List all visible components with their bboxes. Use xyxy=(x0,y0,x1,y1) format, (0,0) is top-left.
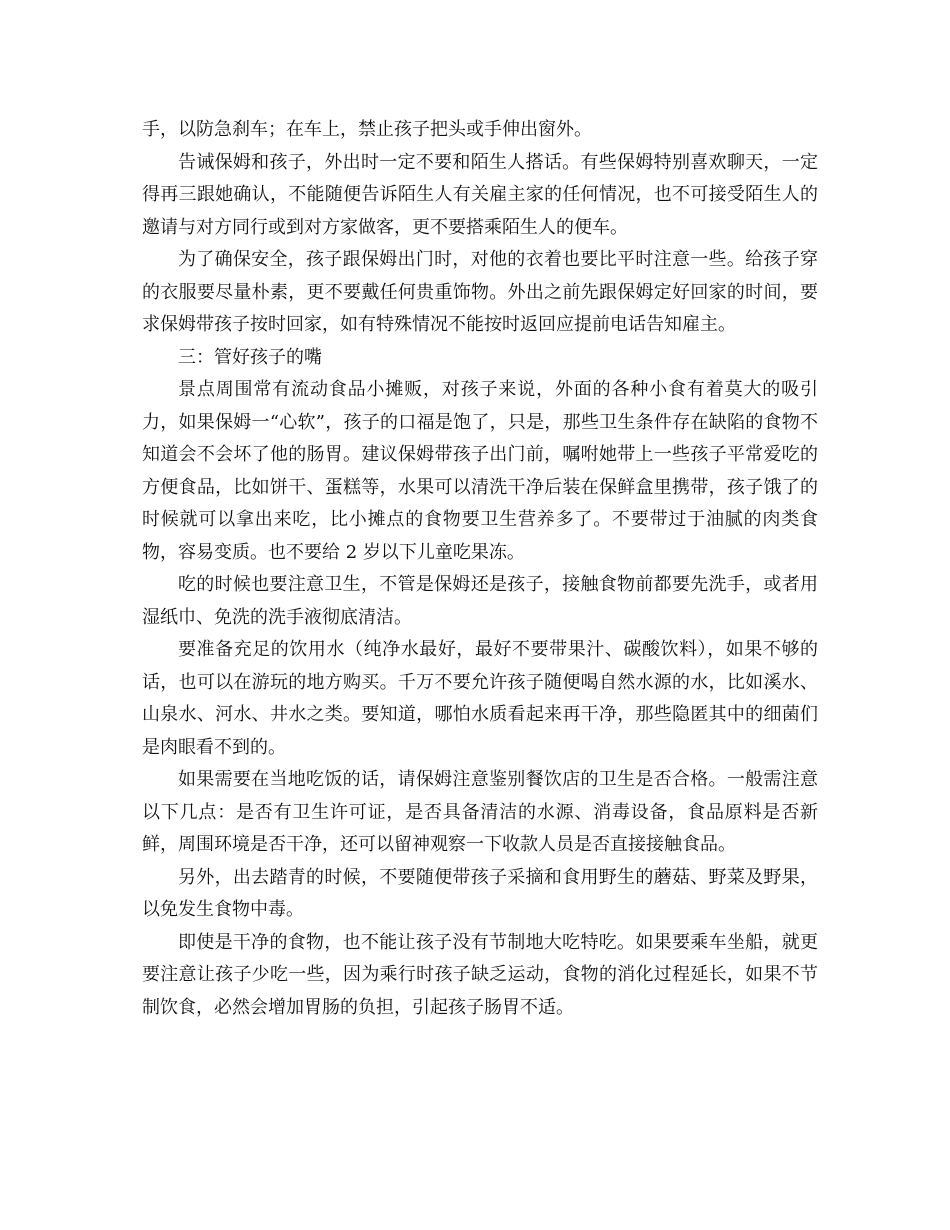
paragraph-7: 如果需要在当地吃饭的话，请保姆注意鉴别餐饮店的卫生是否合格。一般需注意以下几点：是否有卫生许可证，是否具备清洁的水源、消毒设备，食品原料是否新鲜，周围环境是否干净，还可以留神观察一下收款人员是否直接接触食品。 xyxy=(142,769,818,855)
paragraph-9: 即使是干净的食物，也不能让孩子没有节制地大吃特吃。如果要乘车坐船，就更要注意让孩子少吃一些，因为乘行时孩子缺乏运动，食物的消化过程延长，如果不节制饮食，必然会增加胃肠的负担，引起孩子肠胃不适。 xyxy=(142,931,818,1018)
paragraph-8: 另外，出去踏青的时候，不要随便带孩子采摘和食用野生的蘑菇、野菜及野果，以免发生食物中毒。 xyxy=(142,866,818,920)
paragraph-2: 告诫保姆和孩子，外出时一定不要和陌生人搭话。有些保姆特别喜欢聊天，一定得再三跟她确认，不能随便告诉陌生人有关雇主家的任何情况，也不可接受陌生人的邀请与对方同行或到对方家做客，更不要搭乘陌生人的便车。 xyxy=(142,151,818,238)
paragraph-1: 手，以防急刹车；在车上，禁止孩子把头或手伸出窗外。 xyxy=(142,119,592,140)
section-heading: 三：管好孩子的嘴 xyxy=(178,346,322,368)
paragraph-6: 要准备充足的饮用水（纯净水最好，最好不要带果汁、碳酸饮料），如果不够的话，也可以在游玩的地方购买。千万不要允许孩子随便喝自然水源的水，比如溪水、山泉水、河水、井水之类。要知道，哪怕水质看起来再干净，那些隐匿其中的细菌们是肉眼看不到的。 xyxy=(142,639,818,758)
paragraph-4: 景点周围常有流动食品小摊贩，对孩子来说，外面的各种小食有着莫大的吸引力，如果保姆一“心软”，孩子的口福是饱了，只是，那些卫生条件存在缺陷的食物不知道会不会坏了他的肠胃。建议保姆带孩子出门前，嘱咐她带上一些孩子平常爱吃的方便食品，比如饼干、蛋糕等，水果可以清洗干净后装在保鲜盒里携带，孩子饿了的时候就可以拿出来吃，比小摊点的食物要卫生营养多了。不要带过于油腻的肉类食物，容易变质。也不要给 2 岁以下儿童吃果冻。 xyxy=(142,379,818,563)
document-body xyxy=(142,114,818,1024)
paragraph-5: 吃的时候也要注意卫生，不管是保姆还是孩子，接触食物前都要先洗手，或者用湿纸巾、免洗的洗手液彻底清洁。 xyxy=(142,574,818,628)
paragraph-3: 为了确保安全，孩子跟保姆出门时，对他的衣着也要比平时注意一些。给孩子穿的衣服要尽量朴素，更不要戴任何贵重饰物。外出之前先跟保姆定好回家的时间，要求保姆带孩子按时回家，如有特殊情况不能按时返回应提前电话告知雇主。 xyxy=(142,249,818,335)
